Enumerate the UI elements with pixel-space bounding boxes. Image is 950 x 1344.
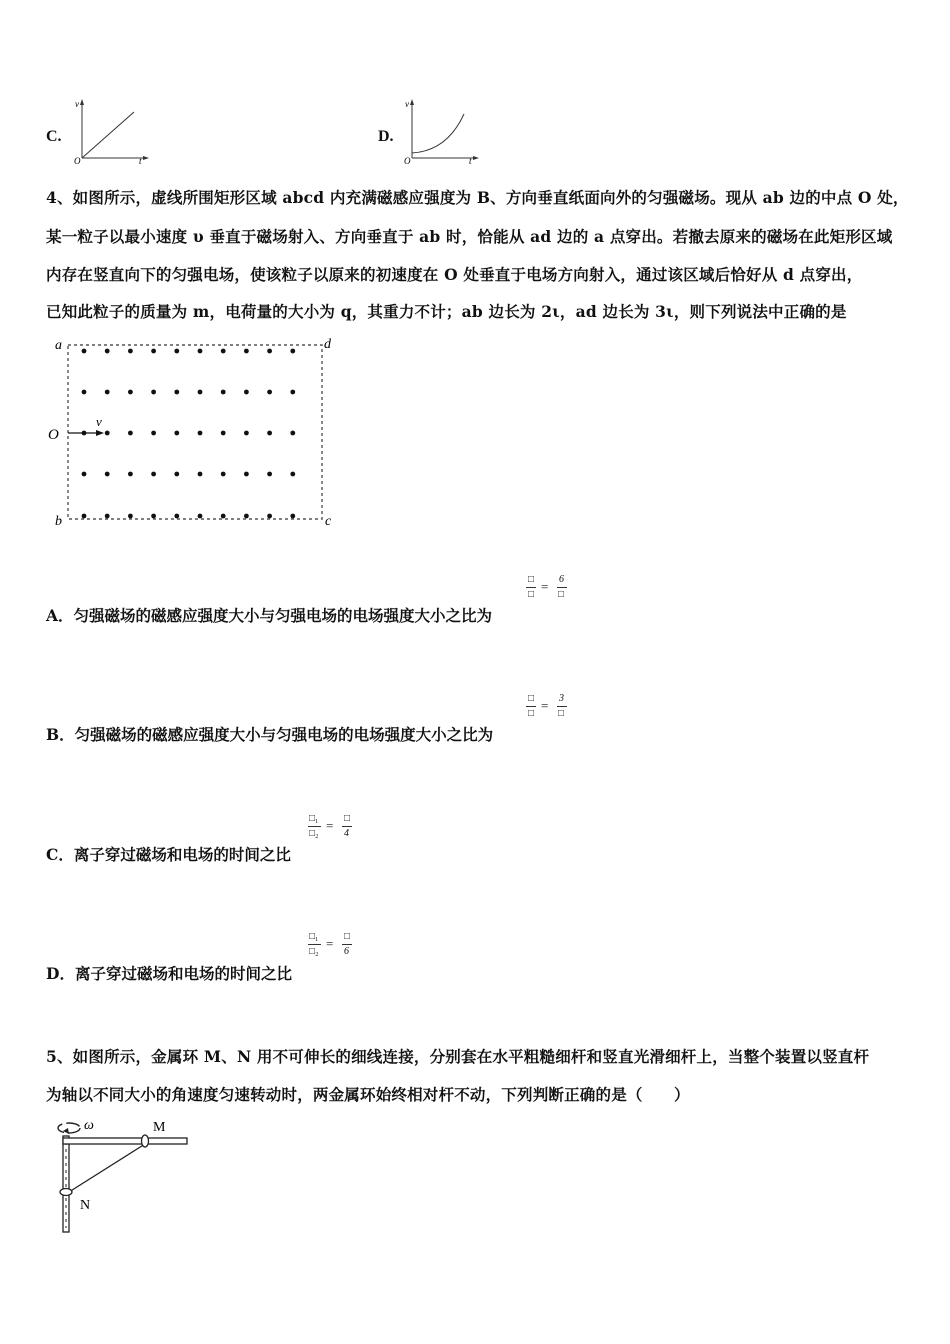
option-d-text: 离子穿过磁场和电场的时间之比 (74, 964, 292, 983)
option-d-formula (308, 931, 358, 961)
field-dot (128, 514, 133, 519)
field-dot (174, 390, 179, 395)
graph-c-v-label: v (75, 99, 79, 109)
formula-d-rhs-den: 6 (344, 946, 349, 957)
graph-c-origin: O (74, 156, 81, 166)
option-a (46, 604, 492, 626)
horizontal-rod (63, 1138, 187, 1144)
option-a-label: A． (46, 606, 74, 625)
field-dot (198, 390, 203, 395)
field-dot (151, 514, 156, 519)
graph-d-x-arrow (473, 156, 479, 160)
option-c (46, 843, 291, 865)
field-dot (290, 514, 295, 519)
graph-c-y-arrow (80, 99, 84, 105)
formula-b-lhs-num: □ (528, 693, 535, 704)
q4-line-2: 某一粒子以最小速度 υ 垂直于磁场射入、方向垂直于 ab 时，恰能从 ad 边的 a 点穿出。若撤去原来的磁场在此矩形区域 (46, 227, 893, 246)
option-b-label: B． (46, 725, 75, 744)
rotation-arrow (58, 1123, 80, 1133)
q5-line-2: 为轴以不同大小的角速度匀速转动时，两金属环始终相对杆不动，下列判断正确的是（ ） (46, 1085, 690, 1104)
field-dot (221, 472, 226, 477)
field-dot (151, 472, 156, 477)
graph-d-origin: O (404, 156, 411, 166)
field-dot (267, 431, 272, 436)
formula-d-rhs-num: □ (344, 931, 351, 942)
corner-a-label: a (55, 338, 62, 353)
field-dot (244, 431, 249, 436)
q4-line-3: 内存在竖直向下的匀强电场，使该粒子以原来的初速度在 O 处垂直于电场方向射入，通过该区域后恰好从 d 点穿出， (46, 265, 863, 284)
graph-d-y-arrow (410, 99, 414, 105)
graph-d-t-label: t (469, 156, 472, 166)
field-dot (128, 390, 133, 395)
field-dot (290, 431, 295, 436)
field-dot (82, 390, 87, 395)
field-dot (174, 349, 179, 354)
formula-b-rhs-den: □ (558, 708, 565, 719)
velocity-label: v (96, 414, 102, 429)
graph-c-t-label: t (139, 156, 142, 166)
graph-c-x-arrow (143, 156, 149, 160)
field-dot (267, 514, 272, 519)
formula-a-lhs-num: □ (528, 574, 535, 585)
field-dot (244, 349, 249, 354)
magnetic-field-figure (44, 334, 344, 534)
ring-n (60, 1189, 72, 1196)
formula-b-equals: = (541, 698, 549, 713)
corner-b-label: b (55, 514, 62, 529)
formula-d-equals: = (326, 936, 334, 951)
option-c-formula (308, 813, 358, 843)
field-dot (128, 349, 133, 354)
formula-a-equals: = (541, 579, 549, 594)
option-c-label: C． (46, 845, 74, 864)
field-dot (290, 390, 295, 395)
field-dot (105, 349, 110, 354)
field-dot (221, 431, 226, 436)
field-dot (290, 349, 295, 354)
field-dot (198, 472, 203, 477)
field-dot (221, 390, 226, 395)
ring-m (142, 1135, 149, 1147)
formula-a-rhs-den: □ (558, 589, 565, 600)
velocity-arrowhead (96, 430, 104, 436)
rotating-rods-figure (44, 1112, 204, 1236)
option-b (46, 723, 493, 745)
field-dot (221, 349, 226, 354)
field-dot (151, 431, 156, 436)
field-dot (244, 514, 249, 519)
field-dot (198, 514, 203, 519)
q5-line-1: 5、如图所示，金属环 M、N 用不可伸长的细线连接，分别套在水平粗糙细杆和竖直光滑细杆上，当整个装置以竖直杆 (46, 1047, 870, 1066)
formula-b-rhs-num: 3 (559, 693, 564, 704)
field-dot (221, 514, 226, 519)
field-dot (82, 349, 87, 354)
particle (82, 431, 87, 436)
ring-m-label: M (153, 1120, 166, 1135)
field-dot (198, 431, 203, 436)
option-a-text: 匀强磁场的磁感应强度大小与匀强电场的电场强度大小之比为 (73, 606, 493, 625)
option-c-label: C. (46, 128, 62, 145)
graph-c-line (82, 112, 134, 158)
string (69, 1144, 145, 1192)
graph-d-curve (412, 114, 464, 153)
field-dot (198, 349, 203, 354)
field-dot (174, 472, 179, 477)
field-dots (82, 349, 296, 519)
field-dot (267, 349, 272, 354)
formula-d-lhs-num: □₁ (309, 931, 319, 942)
field-dot (174, 514, 179, 519)
corner-c-label: c (325, 514, 332, 529)
graph-d-v-label: v (405, 99, 409, 109)
option-b-formula (526, 693, 576, 723)
graph-c (72, 96, 152, 166)
formula-c-rhs-num: □ (344, 813, 351, 824)
field-dot (105, 472, 110, 477)
corner-d-label: d (324, 337, 331, 352)
field-dot (151, 390, 156, 395)
omega-label: ω (84, 1118, 94, 1133)
field-dot (105, 514, 110, 519)
option-d-label: D． (46, 964, 75, 983)
formula-a-lhs-den: □ (528, 589, 535, 600)
field-dot (267, 390, 272, 395)
option-b-text: 匀强磁场的磁感应强度大小与匀强电场的电场强度大小之比为 (74, 725, 494, 744)
field-dot (105, 431, 110, 436)
ring-n-label: N (80, 1198, 91, 1213)
field-dot (82, 472, 87, 477)
field-dot (267, 472, 272, 477)
option-a-formula (526, 574, 576, 604)
option-c-text: 离子穿过磁场和电场的时间之比 (73, 845, 291, 864)
formula-c-rhs-den: 4 (344, 828, 349, 839)
option-d (46, 962, 292, 984)
point-o-label: O (48, 427, 59, 443)
field-dot (290, 472, 295, 477)
field-dot (105, 390, 110, 395)
formula-a-rhs-num: 6 (559, 574, 564, 585)
q4-line-4: 已知此粒子的质量为 m，电荷量的大小为 q，其重力不计；ab 边长为 2ι，ad 边长为 3ι，则下列说法中正确的是 (46, 302, 847, 321)
q4-line-1: 4、如图所示，虚线所围矩形区域 abcd 内充满磁感应强度为 B、方向垂直纸面向外的匀强磁场。现从 ab 边的中点 O 处， (46, 188, 909, 207)
field-dot (244, 472, 249, 477)
formula-c-lhs-num: □₁ (309, 813, 319, 824)
formula-c-lhs-den: □₂ (309, 828, 319, 839)
field-dot (128, 472, 133, 477)
graph-d (402, 96, 482, 166)
formula-c-equals: = (326, 818, 334, 833)
field-dot (82, 514, 87, 519)
field-dot (174, 431, 179, 436)
field-dot (128, 431, 133, 436)
field-dot (244, 390, 249, 395)
rotation-arrowhead (63, 1128, 69, 1134)
field-dot (151, 349, 156, 354)
formula-b-lhs-den: □ (528, 708, 535, 719)
option-d-label: D. (378, 128, 394, 145)
formula-d-lhs-den: □₂ (309, 946, 319, 957)
